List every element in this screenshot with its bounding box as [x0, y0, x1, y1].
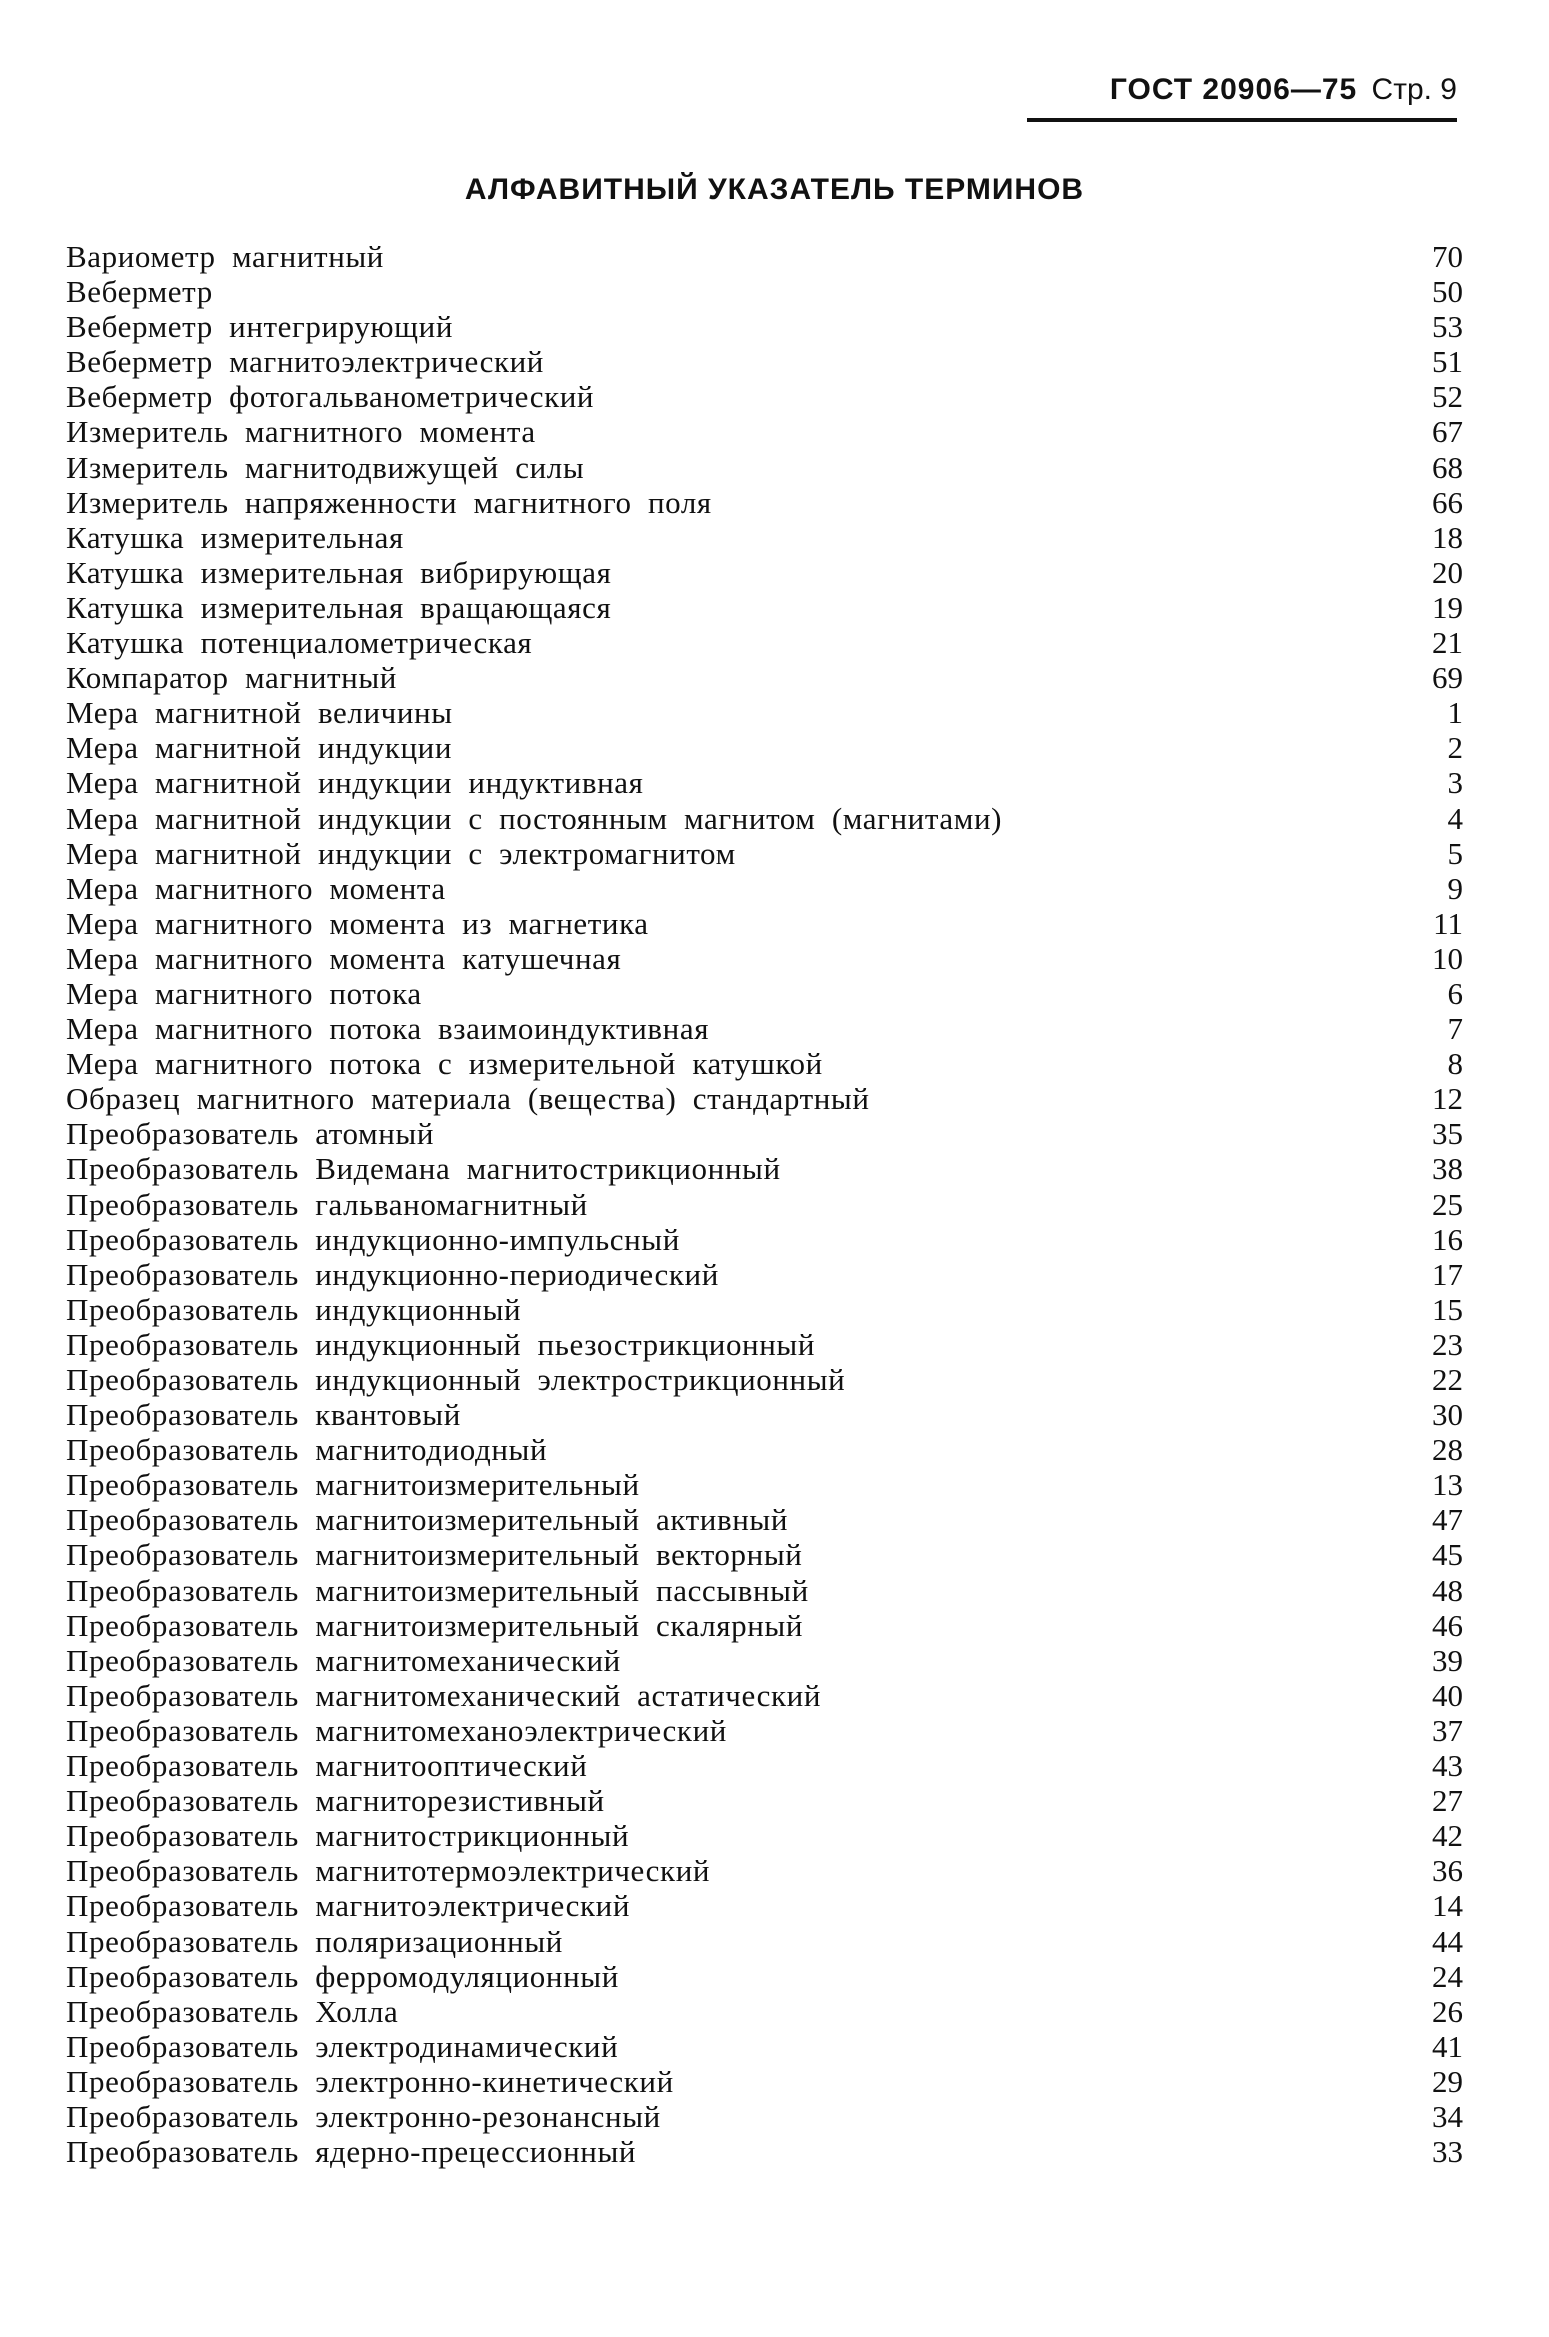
header-divider: [1027, 118, 1457, 122]
page-header: [1027, 66, 1457, 124]
term-number: 24: [1432, 1958, 1463, 1994]
index-term: Преобразователь гальваномагнитный: [66, 1186, 588, 1222]
index-entry: [66, 1608, 1463, 1643]
term-number: 67: [1432, 414, 1463, 450]
index-entry: [66, 520, 1463, 555]
term-number: 13: [1432, 1467, 1463, 1503]
index-entry: [66, 555, 1463, 590]
index-entry: [66, 695, 1463, 730]
term-number: 19: [1432, 589, 1463, 625]
index-term: Преобразователь магнитомеханический: [66, 1642, 621, 1678]
term-number: 34: [1432, 2098, 1463, 2134]
index-entry: [66, 239, 1463, 274]
term-number: 3: [1447, 765, 1463, 801]
index-term: Катушка измерительная вибрирующая: [66, 554, 612, 590]
index-term: Мера магнитного потока взаимоиндуктивная: [66, 1011, 710, 1047]
index-entry: [66, 274, 1463, 309]
index-entry: [66, 1397, 1463, 1432]
term-number: 6: [1447, 975, 1463, 1011]
index-entry: [66, 450, 1463, 485]
index-entry: [66, 660, 1463, 695]
index-term: Компаратор магнитный: [66, 660, 397, 696]
index-term: Катушка измерительная: [66, 519, 404, 555]
term-number: 50: [1432, 274, 1463, 310]
index-entry: [66, 1362, 1463, 1397]
index-entry: [66, 1888, 1463, 1923]
term-number: 27: [1432, 1783, 1463, 1819]
index-entry: [66, 801, 1463, 836]
index-entry: [66, 1713, 1463, 1748]
index-entry: [66, 1643, 1463, 1678]
term-number: 39: [1432, 1642, 1463, 1678]
index-entry: [66, 1994, 1463, 2029]
index-entry: [66, 1327, 1463, 1362]
index-term: Мера магнитного момента: [66, 870, 446, 906]
term-number: 29: [1432, 2063, 1463, 2099]
index-entry: [66, 941, 1463, 976]
index-term: Преобразователь квантовый: [66, 1397, 461, 1433]
term-number: 45: [1432, 1537, 1463, 1573]
index-entry: [66, 2029, 1463, 2064]
term-number: 2: [1447, 730, 1463, 766]
index-term: Преобразователь магнитоизмерительный: [66, 1467, 640, 1503]
index-term: Веберметр магнитоэлектрический: [66, 344, 544, 380]
term-number: 46: [1432, 1607, 1463, 1643]
index-term: Мера магнитной величины: [66, 695, 453, 731]
index-entry: [66, 344, 1463, 379]
index-term: Преобразователь ядерно-прецессионный: [66, 2134, 637, 2170]
index-entry: [66, 590, 1463, 625]
index-term: Преобразователь магнитоизмерительный скалярный: [66, 1607, 804, 1643]
index-term: Катушка потенциалометрическая: [66, 625, 533, 661]
index-entry: [66, 414, 1463, 449]
term-number: 12: [1432, 1081, 1463, 1117]
index-entry: [66, 1818, 1463, 1853]
index-entry: [66, 1924, 1463, 1959]
term-number: 14: [1432, 1888, 1463, 1924]
term-number: 8: [1447, 1046, 1463, 1082]
term-number: 47: [1432, 1502, 1463, 1538]
index-entry: [66, 1046, 1463, 1081]
term-number: 37: [1432, 1712, 1463, 1748]
index-term: Мера магнитного момента катушечная: [66, 940, 622, 976]
index-term: Образец магнитного материала (вещества) стандартный: [66, 1081, 870, 1117]
index-entry: [66, 871, 1463, 906]
term-number: 68: [1432, 449, 1463, 485]
index-term: Преобразователь магнитоизмерительный пассывный: [66, 1572, 809, 1608]
index-term: Преобразователь ферромодуляционный: [66, 1958, 619, 1994]
index-term: Веберметр фотогальванометрический: [66, 379, 595, 415]
term-number: 35: [1432, 1116, 1463, 1152]
index-term: Мера магнитной индукции с электромагнитом: [66, 835, 736, 871]
index-term: Преобразователь магнитооптический: [66, 1748, 588, 1784]
index-term: Преобразователь магнитодиодный: [66, 1432, 548, 1468]
index-entry: [66, 625, 1463, 660]
index-entry: [66, 1011, 1463, 1046]
term-number: 23: [1432, 1326, 1463, 1362]
index-entry: [66, 730, 1463, 765]
index-term: Преобразователь магниторезистивный: [66, 1783, 605, 1819]
index-title: АЛФАВИТНЫЙ УКАЗАТЕЛЬ ТЕРМИНОВ: [464, 173, 1085, 206]
index-term: Преобразователь магнитотермоэлектрический: [66, 1853, 711, 1889]
index-entry: [66, 1573, 1463, 1608]
index-term: Преобразователь поляризационный: [66, 1923, 563, 1959]
term-number: 21: [1432, 625, 1463, 661]
index-term: Преобразователь индукционно-периодический: [66, 1256, 719, 1292]
index-term: Измеритель магнитного момента: [66, 414, 536, 450]
term-number: 10: [1432, 940, 1463, 976]
term-number: 7: [1447, 1011, 1463, 1047]
term-number: 36: [1432, 1853, 1463, 1889]
index-term: Веберметр: [66, 274, 213, 310]
term-number: 25: [1432, 1186, 1463, 1222]
index-term: Преобразователь Видемана магнитострикционный: [66, 1151, 781, 1187]
index-entry: [66, 765, 1463, 800]
term-number: 17: [1432, 1256, 1463, 1292]
index-term: Веберметр интегрирующий: [66, 309, 454, 345]
index-term: Преобразователь индукционный пьезострикционный: [66, 1326, 816, 1362]
index-entry: [66, 836, 1463, 871]
index-entry: [66, 309, 1463, 344]
term-number: 5: [1447, 835, 1463, 871]
term-number: 26: [1432, 1993, 1463, 2029]
index-term: Измеритель напряженности магнитного поля: [66, 484, 712, 520]
index-term: Преобразователь Холла: [66, 1993, 399, 2029]
index-entry: [66, 1222, 1463, 1257]
term-number: 69: [1432, 660, 1463, 696]
term-number: 30: [1432, 1397, 1463, 1433]
index-term: Преобразователь магнитоизмерительный векторный: [66, 1537, 803, 1573]
index-term: Преобразователь магнитоэлектрический: [66, 1888, 631, 1924]
index-term: Преобразователь электронно-резонансный: [66, 2098, 661, 2134]
index-entry: [66, 1432, 1463, 1467]
term-number: 51: [1432, 344, 1463, 380]
term-number: 1: [1447, 695, 1463, 731]
index-entry: [66, 379, 1463, 414]
term-number: 22: [1432, 1362, 1463, 1397]
index-term: Мера магнитного потока: [66, 975, 422, 1011]
term-number: 4: [1447, 800, 1463, 836]
index-entry: [66, 1187, 1463, 1222]
index-term: Преобразователь магнитомеханоэлектрический: [66, 1712, 727, 1748]
index-entry: [66, 2134, 1463, 2169]
index-entry: [66, 485, 1463, 520]
index-term: Мера магнитной индукции: [66, 730, 453, 766]
index-term: Преобразователь магнитоизмерительный активный: [66, 1502, 789, 1538]
index-term: Преобразователь атомный: [66, 1116, 435, 1152]
index-term: Измеритель магнитодвижущей силы: [66, 449, 585, 485]
index-entry: [66, 976, 1463, 1011]
term-number: 52: [1432, 379, 1463, 415]
index-entry: [66, 1748, 1463, 1783]
term-number: 9: [1447, 870, 1463, 906]
index-entry: [66, 1678, 1463, 1713]
index-entry: [66, 1151, 1463, 1186]
term-number: 44: [1432, 1923, 1463, 1959]
term-number: 43: [1432, 1748, 1463, 1784]
index-term: Преобразователь электронно-кинетический: [66, 2063, 674, 2099]
index-entry: [66, 2099, 1463, 2134]
index-entry: [66, 1853, 1463, 1888]
term-number: 48: [1432, 1572, 1463, 1608]
index-term: Вариометр магнитный: [66, 239, 385, 274]
term-number: 38: [1432, 1151, 1463, 1187]
index-term: Преобразователь индукционный электрострикционный: [66, 1362, 846, 1397]
index-term: Преобразователь магнитострикционный: [66, 1818, 630, 1854]
term-number: 40: [1432, 1677, 1463, 1713]
index-term: Преобразователь индукционно-импульсный: [66, 1221, 680, 1257]
index-entry: [66, 1081, 1463, 1116]
index-entry: [66, 1257, 1463, 1292]
term-number: 16: [1432, 1221, 1463, 1257]
standard-number: ГОСТ 20906—75: [1109, 73, 1358, 106]
term-number: 11: [1433, 905, 1463, 941]
term-number: 42: [1432, 1818, 1463, 1854]
index-entry: [66, 1537, 1463, 1572]
index-term: Катушка измерительная вращающаяся: [66, 589, 612, 625]
index-entry: [66, 1502, 1463, 1537]
index-term: Мера магнитного потока с измерительной катушкой: [66, 1046, 823, 1082]
index-term: Мера магнитного момента из магнетика: [66, 905, 649, 941]
term-number: 28: [1432, 1432, 1463, 1468]
term-number: 66: [1432, 484, 1463, 520]
term-number: 70: [1432, 239, 1463, 274]
term-number: 41: [1432, 2028, 1463, 2064]
term-number: 15: [1432, 1291, 1463, 1327]
index-entry: [66, 1467, 1463, 1502]
index-term: Преобразователь магнитомеханический астатический: [66, 1677, 822, 1713]
term-index-list: [66, 239, 1463, 2169]
index-entry: [66, 906, 1463, 941]
page-number: Стр. 9: [1371, 73, 1457, 106]
index-entry: [66, 1783, 1463, 1818]
index-entry: [66, 1292, 1463, 1327]
term-number: 53: [1432, 309, 1463, 345]
index-entry: [66, 1116, 1463, 1151]
index-term: Мера магнитной индукции индуктивная: [66, 765, 644, 801]
index-term: Преобразователь индукционный: [66, 1291, 522, 1327]
term-number: 33: [1432, 2134, 1463, 2170]
index-entry: [66, 1959, 1463, 1994]
term-number: 18: [1432, 519, 1463, 555]
index-entry: [66, 2064, 1463, 2099]
index-term: Мера магнитной индукции с постоянным магнитом (магнитами): [66, 800, 1003, 836]
term-number: 20: [1432, 554, 1463, 590]
index-term: Преобразователь электродинамический: [66, 2028, 619, 2064]
